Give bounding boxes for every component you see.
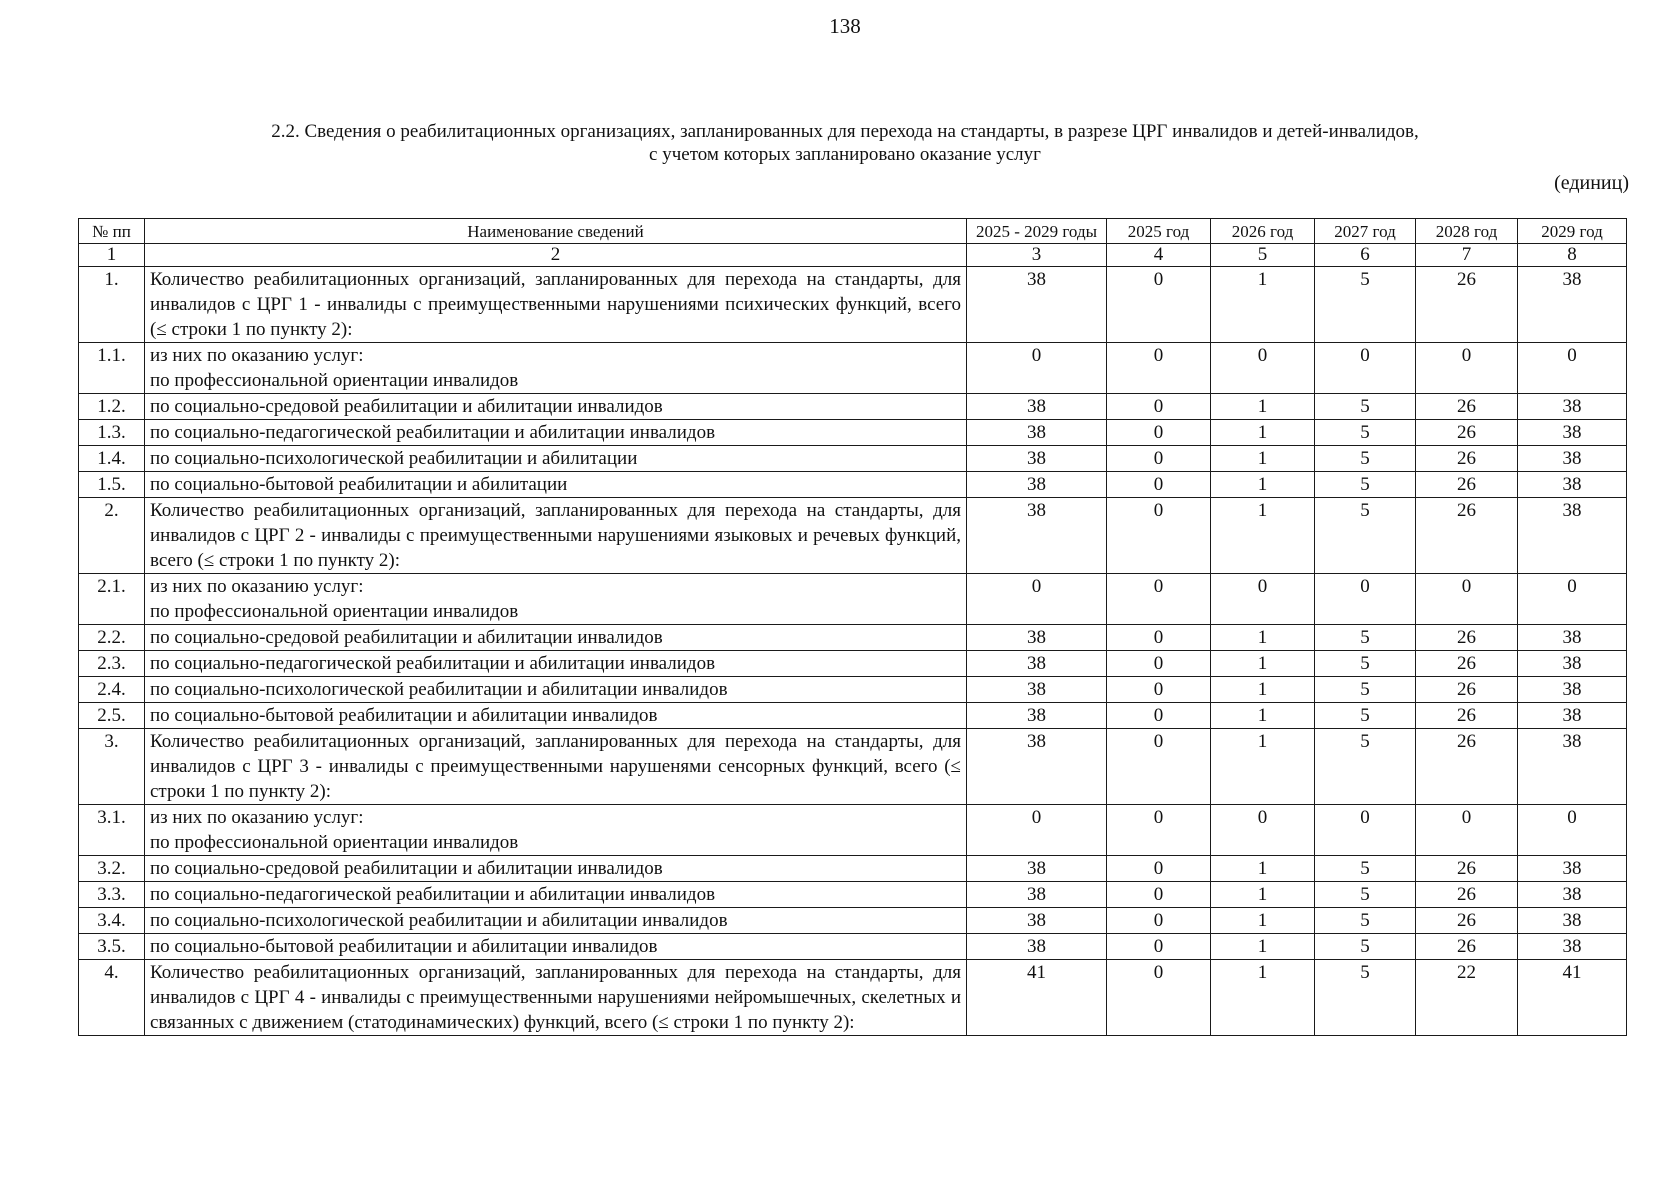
row-value: 38 bbox=[1518, 420, 1627, 446]
page-number: 138 bbox=[829, 14, 861, 38]
row-number: 1.4. bbox=[79, 446, 145, 472]
row-value: 0 bbox=[967, 343, 1107, 394]
row-value: 26 bbox=[1416, 908, 1518, 934]
row-value: 0 bbox=[1107, 934, 1211, 960]
row-value: 38 bbox=[967, 934, 1107, 960]
row-value: 0 bbox=[1416, 343, 1518, 394]
header-2025: 2025 год bbox=[1107, 219, 1211, 244]
row-value: 5 bbox=[1315, 934, 1416, 960]
row-value: 38 bbox=[1518, 267, 1627, 343]
table-row bbox=[79, 420, 1627, 446]
row-value: 5 bbox=[1315, 394, 1416, 420]
row-value: 1 bbox=[1211, 446, 1315, 472]
row-value: 1 bbox=[1211, 677, 1315, 703]
row-number: 2.2. bbox=[79, 625, 145, 651]
row-number: 4. bbox=[79, 960, 145, 1036]
column-number: 5 bbox=[1211, 244, 1315, 267]
row-value: 38 bbox=[1518, 703, 1627, 729]
row-name: по социально-бытовой реабилитации и абилитации bbox=[145, 472, 967, 498]
row-value: 26 bbox=[1416, 934, 1518, 960]
row-value: 26 bbox=[1416, 651, 1518, 677]
row-value: 38 bbox=[967, 446, 1107, 472]
row-number: 3.1. bbox=[79, 805, 145, 856]
table-row bbox=[79, 960, 1627, 1036]
row-value: 0 bbox=[1416, 574, 1518, 625]
column-number: 6 bbox=[1315, 244, 1416, 267]
row-value: 0 bbox=[1107, 856, 1211, 882]
row-number: 2.4. bbox=[79, 677, 145, 703]
row-value: 0 bbox=[1315, 574, 1416, 625]
table-row bbox=[79, 805, 1627, 856]
table-row bbox=[79, 882, 1627, 908]
row-value: 0 bbox=[1107, 343, 1211, 394]
row-value: 38 bbox=[967, 729, 1107, 805]
row-value: 5 bbox=[1315, 856, 1416, 882]
row-value: 5 bbox=[1315, 908, 1416, 934]
row-value: 38 bbox=[1518, 446, 1627, 472]
row-value: 0 bbox=[1107, 394, 1211, 420]
row-value: 41 bbox=[967, 960, 1107, 1036]
row-name: по социально-психологической реабилитации и абилитации bbox=[145, 446, 967, 472]
row-name: по социально-средовой реабилитации и абилитации инвалидов bbox=[145, 856, 967, 882]
table-row bbox=[79, 343, 1627, 394]
row-value: 26 bbox=[1416, 498, 1518, 574]
table-row bbox=[79, 267, 1627, 343]
table-row bbox=[79, 677, 1627, 703]
table-row bbox=[79, 625, 1627, 651]
row-value: 0 bbox=[1107, 805, 1211, 856]
row-value: 38 bbox=[1518, 856, 1627, 882]
row-value: 26 bbox=[1416, 882, 1518, 908]
row-name: Количество реабилитационных организаций, запланированных для перехода на стандарты, для инвалидов с ЦРГ 2 - инвалиды с преимущественными нарушениями языковых и речевых функций, всего (≤ строки 1 по пункту 2): bbox=[145, 498, 967, 574]
table-row bbox=[79, 651, 1627, 677]
row-number: 1.5. bbox=[79, 472, 145, 498]
row-value: 1 bbox=[1211, 651, 1315, 677]
row-value: 1 bbox=[1211, 498, 1315, 574]
header-2028: 2028 год bbox=[1416, 219, 1518, 244]
row-value: 0 bbox=[1107, 625, 1211, 651]
row-number: 3.2. bbox=[79, 856, 145, 882]
row-number: 2.5. bbox=[79, 703, 145, 729]
row-value: 38 bbox=[1518, 908, 1627, 934]
row-value: 41 bbox=[1518, 960, 1627, 1036]
row-value: 5 bbox=[1315, 472, 1416, 498]
row-name: по социально-средовой реабилитации и абилитации инвалидов bbox=[145, 625, 967, 651]
row-value: 38 bbox=[967, 882, 1107, 908]
table-row bbox=[79, 574, 1627, 625]
row-value: 26 bbox=[1416, 267, 1518, 343]
header-row bbox=[79, 219, 1627, 244]
row-value: 38 bbox=[967, 908, 1107, 934]
row-value: 1 bbox=[1211, 960, 1315, 1036]
row-value: 1 bbox=[1211, 856, 1315, 882]
row-value: 26 bbox=[1416, 394, 1518, 420]
row-name: Количество реабилитационных организаций, запланированных для перехода на стандарты, для инвалидов с ЦРГ 3 - инвалиды с преимущественными нарушенями сенсорных функций, всего (≤ строки 1 по пункту 2): bbox=[145, 729, 967, 805]
row-value: 0 bbox=[1315, 805, 1416, 856]
row-value: 26 bbox=[1416, 856, 1518, 882]
table-row bbox=[79, 394, 1627, 420]
row-value: 0 bbox=[1107, 651, 1211, 677]
row-value: 0 bbox=[967, 574, 1107, 625]
row-value: 5 bbox=[1315, 446, 1416, 472]
row-value: 0 bbox=[1107, 882, 1211, 908]
row-number: 2. bbox=[79, 498, 145, 574]
row-name: из них по оказанию услуг: по профессиональной ориентации инвалидов bbox=[145, 343, 967, 394]
row-name: Количество реабилитационных организаций, запланированных для перехода на стандарты, для инвалидов с ЦРГ 1 - инвалиды с преимущественными нарушениями психических функций, всего (≤ строки 1 по пункту 2): bbox=[145, 267, 967, 343]
row-number: 3.3. bbox=[79, 882, 145, 908]
row-value: 1 bbox=[1211, 472, 1315, 498]
row-number: 1.2. bbox=[79, 394, 145, 420]
header-2029: 2029 год bbox=[1518, 219, 1627, 244]
row-value: 38 bbox=[967, 703, 1107, 729]
row-number: 3.4. bbox=[79, 908, 145, 934]
table-row bbox=[79, 908, 1627, 934]
row-value: 0 bbox=[1107, 960, 1211, 1036]
column-number: 4 bbox=[1107, 244, 1211, 267]
row-value: 0 bbox=[1107, 729, 1211, 805]
section-title-line-1: 2.2. Сведения о реабилитационных организациях, запланированных для перехода на стандарты, в разрезе ЦРГ инвалидов и детей-инвалидов, bbox=[271, 121, 1419, 142]
row-value: 26 bbox=[1416, 446, 1518, 472]
row-name: из них по оказанию услуг: по профессиональной ориентации инвалидов bbox=[145, 574, 967, 625]
row-value: 22 bbox=[1416, 960, 1518, 1036]
row-value: 0 bbox=[1107, 574, 1211, 625]
row-value: 1 bbox=[1211, 703, 1315, 729]
row-value: 5 bbox=[1315, 882, 1416, 908]
column-numbers-row bbox=[79, 244, 1627, 267]
row-value: 0 bbox=[1107, 420, 1211, 446]
row-value: 0 bbox=[1107, 498, 1211, 574]
row-number: 1. bbox=[79, 267, 145, 343]
row-value: 5 bbox=[1315, 267, 1416, 343]
row-value: 38 bbox=[1518, 729, 1627, 805]
units-label: (единиц) bbox=[1554, 172, 1629, 194]
table-body bbox=[79, 267, 1627, 1036]
data-table bbox=[78, 218, 1627, 1036]
row-value: 0 bbox=[1107, 446, 1211, 472]
row-value: 38 bbox=[967, 677, 1107, 703]
row-value: 38 bbox=[967, 394, 1107, 420]
row-value: 5 bbox=[1315, 729, 1416, 805]
header-name: Наименование сведений bbox=[145, 219, 967, 244]
row-name: по социально-психологической реабилитации и абилитации инвалидов bbox=[145, 908, 967, 934]
row-number: 3. bbox=[79, 729, 145, 805]
row-value: 0 bbox=[1518, 343, 1627, 394]
header-num: № пп bbox=[79, 219, 145, 244]
row-value: 26 bbox=[1416, 420, 1518, 446]
table-row bbox=[79, 703, 1627, 729]
row-value: 38 bbox=[1518, 677, 1627, 703]
column-number: 3 bbox=[967, 244, 1107, 267]
row-value: 1 bbox=[1211, 394, 1315, 420]
row-value: 38 bbox=[1518, 498, 1627, 574]
column-number: 8 bbox=[1518, 244, 1627, 267]
header-2027: 2027 год bbox=[1315, 219, 1416, 244]
row-name: по социально-бытовой реабилитации и абилитации инвалидов bbox=[145, 703, 967, 729]
row-value: 0 bbox=[1107, 703, 1211, 729]
row-value: 38 bbox=[1518, 472, 1627, 498]
row-number: 2.1. bbox=[79, 574, 145, 625]
row-value: 0 bbox=[1211, 805, 1315, 856]
row-value: 38 bbox=[1518, 934, 1627, 960]
row-number: 1.3. bbox=[79, 420, 145, 446]
row-name: по социально-средовой реабилитации и абилитации инвалидов bbox=[145, 394, 967, 420]
row-value: 1 bbox=[1211, 420, 1315, 446]
row-value: 5 bbox=[1315, 625, 1416, 651]
row-value: 5 bbox=[1315, 420, 1416, 446]
column-number: 7 bbox=[1416, 244, 1518, 267]
table-row bbox=[79, 934, 1627, 960]
row-value: 5 bbox=[1315, 677, 1416, 703]
row-value: 38 bbox=[1518, 882, 1627, 908]
header-2026: 2026 год bbox=[1211, 219, 1315, 244]
row-value: 1 bbox=[1211, 882, 1315, 908]
row-value: 38 bbox=[967, 267, 1107, 343]
table-row bbox=[79, 472, 1627, 498]
row-name: из них по оказанию услуг: по профессиональной ориентации инвалидов bbox=[145, 805, 967, 856]
row-value: 38 bbox=[967, 472, 1107, 498]
row-value: 38 bbox=[967, 651, 1107, 677]
row-value: 5 bbox=[1315, 703, 1416, 729]
row-name: по социально-педагогической реабилитации и абилитации инвалидов bbox=[145, 882, 967, 908]
row-value: 1 bbox=[1211, 267, 1315, 343]
row-number: 2.3. bbox=[79, 651, 145, 677]
table-row bbox=[79, 446, 1627, 472]
row-value: 5 bbox=[1315, 651, 1416, 677]
row-value: 38 bbox=[1518, 394, 1627, 420]
row-name: по социально-педагогической реабилитации и абилитации инвалидов bbox=[145, 651, 967, 677]
column-number: 2 bbox=[145, 244, 967, 267]
row-value: 38 bbox=[967, 625, 1107, 651]
row-value: 26 bbox=[1416, 703, 1518, 729]
row-value: 0 bbox=[1416, 805, 1518, 856]
column-number: 1 bbox=[79, 244, 145, 267]
row-value: 0 bbox=[1211, 343, 1315, 394]
section-title-line-2: с учетом которых запланировано оказание услуг bbox=[649, 144, 1041, 165]
row-name: по социально-бытовой реабилитации и абилитации инвалидов bbox=[145, 934, 967, 960]
row-value: 0 bbox=[1107, 267, 1211, 343]
section-title bbox=[0, 120, 1675, 166]
row-value: 38 bbox=[967, 856, 1107, 882]
row-number: 3.5. bbox=[79, 934, 145, 960]
row-name: по социально-психологической реабилитации и абилитации инвалидов bbox=[145, 677, 967, 703]
row-value: 5 bbox=[1315, 960, 1416, 1036]
table-row bbox=[79, 856, 1627, 882]
row-value: 26 bbox=[1416, 625, 1518, 651]
row-value: 26 bbox=[1416, 677, 1518, 703]
row-value: 1 bbox=[1211, 908, 1315, 934]
row-value: 1 bbox=[1211, 729, 1315, 805]
row-value: 0 bbox=[1107, 677, 1211, 703]
row-value: 38 bbox=[967, 498, 1107, 574]
table-row bbox=[79, 498, 1627, 574]
row-value: 38 bbox=[967, 420, 1107, 446]
row-value: 0 bbox=[1518, 574, 1627, 625]
row-value: 0 bbox=[1107, 908, 1211, 934]
row-value: 38 bbox=[1518, 651, 1627, 677]
row-value: 0 bbox=[967, 805, 1107, 856]
row-value: 38 bbox=[1518, 625, 1627, 651]
row-name: по социально-педагогической реабилитации и абилитации инвалидов bbox=[145, 420, 967, 446]
header-total: 2025 - 2029 годы bbox=[967, 219, 1107, 244]
row-value: 1 bbox=[1211, 625, 1315, 651]
row-value: 1 bbox=[1211, 934, 1315, 960]
row-value: 0 bbox=[1518, 805, 1627, 856]
row-value: 26 bbox=[1416, 729, 1518, 805]
row-number: 1.1. bbox=[79, 343, 145, 394]
row-value: 0 bbox=[1107, 472, 1211, 498]
row-value: 0 bbox=[1211, 574, 1315, 625]
row-value: 0 bbox=[1315, 343, 1416, 394]
row-value: 5 bbox=[1315, 498, 1416, 574]
row-value: 26 bbox=[1416, 472, 1518, 498]
row-name: Количество реабилитационных организаций, запланированных для перехода на стандарты, для инвалидов с ЦРГ 4 - инвалиды с преимущественными нарушениями нейромышечных, скелетных и связанных с движением (статодинамических) функций, всего (≤ строки 1 по пункту 2): bbox=[145, 960, 967, 1036]
table-row bbox=[79, 729, 1627, 805]
